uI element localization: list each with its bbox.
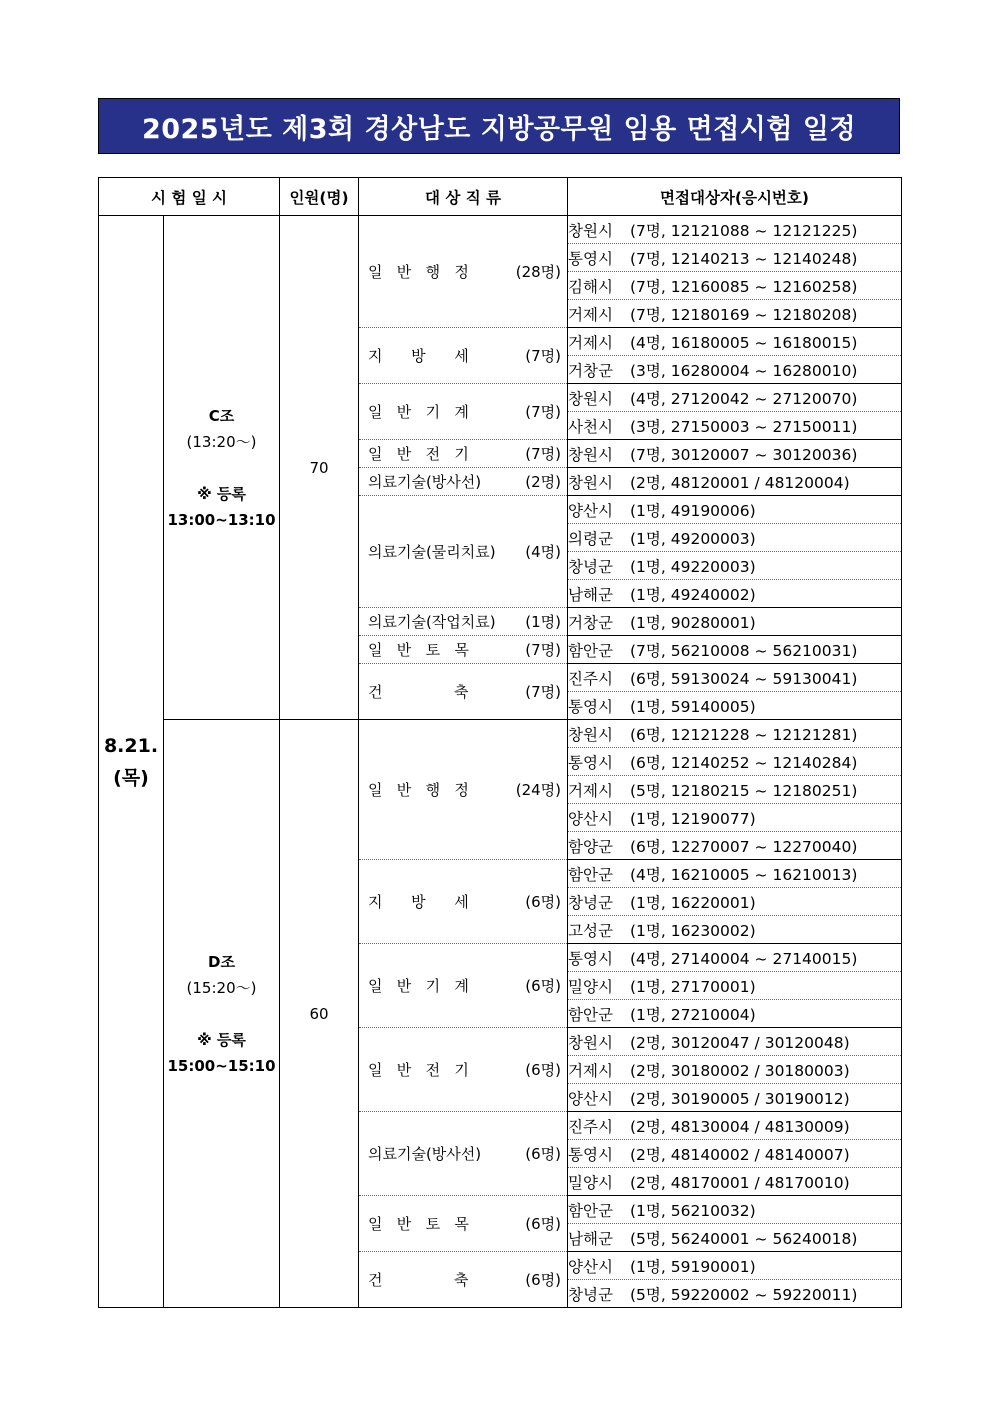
registration-time: 13:00~13:10 (167, 510, 276, 529)
candidate-cell (568, 972, 902, 1000)
job-count: (7명) (525, 403, 561, 421)
job-cell (359, 1252, 568, 1308)
candidate-city: 함양군 (568, 837, 613, 856)
candidate-city: 통영시 (568, 697, 613, 716)
candidate-cell (568, 272, 902, 300)
job-name: 지 방 세 (368, 893, 469, 911)
candidate-range: (1명, 49190006) (630, 501, 756, 520)
candidate-cell (568, 748, 902, 776)
candidate-range: (1명, 49240002) (630, 585, 756, 604)
candidate-city: 밀양시 (568, 977, 613, 996)
job-name: 건 축 (368, 683, 469, 701)
candidate-city: 함안군 (568, 641, 613, 660)
candidate-city: 거창군 (568, 613, 613, 632)
candidate-range: (7명, 12180169 ~ 12180208) (630, 305, 858, 324)
job-cell (359, 328, 568, 384)
candidate-city: 의령군 (568, 529, 613, 548)
candidate-cell (568, 440, 902, 468)
candidate-range: (1명, 90280001) (630, 613, 756, 632)
candidate-city: 남해군 (568, 1229, 613, 1248)
job-count: (6명) (525, 1215, 561, 1233)
job-name: 일 반 행 정 (368, 263, 469, 281)
candidate-range: (2명, 30180002 / 30180003) (630, 1061, 850, 1080)
job-count: (7명) (525, 641, 561, 659)
candidate-cell (568, 1056, 902, 1084)
job-cell (359, 1196, 568, 1252)
table-row (99, 720, 902, 748)
job-cell (359, 860, 568, 944)
registration-time: 15:00~15:10 (167, 1056, 276, 1075)
candidate-range: (6명, 12140252 ~ 12140284) (630, 753, 858, 772)
candidate-cell (568, 860, 902, 888)
registration-label: ※ 등록 (197, 484, 246, 503)
page-title: 2025년도 제3회 경상남도 지방공무원 임용 면접시험 일정 (141, 113, 857, 145)
candidate-cell (568, 1280, 902, 1308)
candidate-range: (1명, 12190077) (630, 809, 756, 828)
candidate-city: 양산시 (568, 501, 613, 520)
candidate-range: (1명, 27170001) (630, 977, 756, 996)
group-count: 60 (280, 720, 359, 1308)
candidate-cell (568, 888, 902, 916)
job-name: 일 반 행 정 (368, 781, 469, 799)
job-count: (4명) (525, 543, 561, 561)
candidate-cell (568, 776, 902, 804)
candidate-city: 거제시 (568, 781, 613, 800)
candidate-range: (7명, 12121088 ~ 12121225) (630, 221, 858, 240)
candidate-city: 통영시 (568, 949, 613, 968)
candidate-city: 창원시 (568, 1033, 613, 1052)
candidate-city: 함안군 (568, 1201, 613, 1220)
candidate-range: (6명, 59130024 ~ 59130041) (630, 669, 858, 688)
group-name: C조 (208, 406, 235, 425)
candidate-range: (2명, 48140002 / 48140007) (630, 1145, 850, 1164)
candidate-range: (7명, 12140213 ~ 12140248) (630, 249, 858, 268)
job-name: 일 반 기 계 (368, 403, 469, 421)
candidate-range: (4명, 16180005 ~ 16180015) (630, 333, 858, 352)
candidate-city: 통영시 (568, 249, 613, 268)
group-time: (15:20～) (186, 978, 257, 997)
candidate-cell (568, 692, 902, 720)
candidate-range: (4명, 16210005 ~ 16210013) (630, 865, 858, 884)
candidate-city: 창녕군 (568, 1285, 613, 1304)
candidate-cell (568, 1028, 902, 1056)
candidate-range: (1명, 16220001) (630, 893, 756, 912)
job-count: (24명) (515, 781, 561, 799)
candidate-range: (2명, 48130004 / 48130009) (630, 1117, 850, 1136)
candidate-city: 사천시 (568, 417, 613, 436)
page-title-banner (98, 98, 900, 154)
candidate-range: (4명, 27120042 ~ 27120070) (630, 389, 858, 408)
job-cell (359, 468, 568, 496)
candidate-range: (2명, 48120001 / 48120004) (630, 473, 850, 492)
group-name: D조 (208, 952, 235, 971)
job-cell (359, 496, 568, 608)
candidate-cell (568, 664, 902, 692)
job-cell (359, 636, 568, 664)
job-count: (2명) (525, 473, 561, 491)
candidate-city: 창원시 (568, 221, 613, 240)
candidate-city: 김해시 (568, 277, 613, 296)
job-count: (7명) (525, 445, 561, 463)
candidate-city: 함안군 (568, 865, 613, 884)
candidate-cell (568, 216, 902, 244)
candidate-range: (1명, 16230002) (630, 921, 756, 940)
candidate-city: 남해군 (568, 585, 613, 604)
candidate-city: 거제시 (568, 1061, 613, 1080)
candidate-city: 양산시 (568, 809, 613, 828)
candidate-range: (1명, 49220003) (630, 557, 756, 576)
candidate-cell (568, 916, 902, 944)
job-name: 일 반 토 목 (368, 641, 469, 659)
job-count: (6명) (525, 977, 561, 995)
candidate-city: 고성군 (568, 921, 613, 940)
candidate-cell (568, 300, 902, 328)
candidate-range: (1명, 59140005) (630, 697, 756, 716)
job-cell (359, 216, 568, 328)
candidate-city: 창원시 (568, 389, 613, 408)
candidate-range: (1명, 56210032) (630, 1201, 756, 1220)
candidate-range: (6명, 12121228 ~ 12121281) (630, 725, 858, 744)
candidate-cell (568, 1224, 902, 1252)
candidate-range: (5명, 56240001 ~ 56240018) (630, 1229, 858, 1248)
job-count: (6명) (525, 1145, 561, 1163)
candidate-cell (568, 356, 902, 384)
exam-date-cell (99, 216, 164, 1308)
candidate-range: (6명, 12270007 ~ 12270040) (630, 837, 858, 856)
job-name: 일 반 토 목 (368, 1215, 469, 1233)
job-cell (359, 1112, 568, 1196)
candidate-cell (568, 1140, 902, 1168)
candidate-cell (568, 608, 902, 636)
job-count: (6명) (525, 1271, 561, 1289)
candidate-range: (2명, 30190005 / 30190012) (630, 1089, 850, 1108)
header-exam-date: 시 험 일 시 (99, 178, 280, 216)
candidate-city: 거창군 (568, 361, 613, 380)
candidate-cell (568, 552, 902, 580)
candidate-cell (568, 1252, 902, 1280)
job-name: 지 방 세 (368, 347, 469, 365)
candidate-range: (7명, 56210008 ~ 56210031) (630, 641, 858, 660)
job-count: (6명) (525, 1061, 561, 1079)
candidate-city: 진주시 (568, 1117, 613, 1136)
header-count: 인원(명) (280, 178, 359, 216)
candidate-cell (568, 328, 902, 356)
job-count: (1명) (525, 613, 561, 631)
job-name: 일 반 전 기 (368, 1061, 469, 1079)
candidate-range: (7명, 30120007 ~ 30120036) (630, 445, 858, 464)
candidate-cell (568, 636, 902, 664)
candidate-city: 창원시 (568, 473, 613, 492)
candidate-range: (2명, 30120047 / 30120048) (630, 1033, 850, 1052)
candidate-cell (568, 944, 902, 972)
job-name: 일 반 기 계 (368, 977, 469, 995)
candidate-range: (5명, 59220002 ~ 59220011) (630, 1285, 858, 1304)
candidate-city: 밀양시 (568, 1173, 613, 1192)
job-cell (359, 440, 568, 468)
job-count: (7명) (525, 683, 561, 701)
candidate-range: (4명, 27140004 ~ 27140015) (630, 949, 858, 968)
group-cell (164, 216, 280, 720)
exam-date-weekday: (목) (113, 766, 149, 789)
candidate-range: (2명, 48170001 / 48170010) (630, 1173, 850, 1192)
candidate-cell (568, 1084, 902, 1112)
candidate-city: 함안군 (568, 1005, 613, 1024)
candidate-city: 창원시 (568, 445, 613, 464)
job-count: (6명) (525, 893, 561, 911)
job-name: 의료기술(방사선) (368, 1145, 482, 1163)
job-name: 의료기술(작업치료) (368, 613, 496, 631)
table-header-row (99, 178, 902, 216)
group-time: (13:20～) (186, 432, 257, 451)
candidate-cell (568, 496, 902, 524)
candidate-city: 통영시 (568, 753, 613, 772)
interview-schedule-table (98, 177, 902, 1308)
candidate-cell (568, 580, 902, 608)
candidate-cell (568, 720, 902, 748)
candidate-range: (7명, 12160085 ~ 12160258) (630, 277, 858, 296)
candidate-range: (1명, 27210004) (630, 1005, 756, 1024)
candidate-cell (568, 1112, 902, 1140)
table-row (99, 216, 902, 244)
registration-label: ※ 등록 (197, 1030, 246, 1049)
candidate-cell (568, 1000, 902, 1028)
candidate-city: 거제시 (568, 305, 613, 324)
candidate-range: (1명, 49200003) (630, 529, 756, 548)
schedule-body (99, 216, 902, 1308)
candidate-city: 거제시 (568, 333, 613, 352)
candidate-city: 양산시 (568, 1257, 613, 1276)
candidate-city: 양산시 (568, 1089, 613, 1108)
job-cell (359, 384, 568, 440)
job-count: (28명) (515, 263, 561, 281)
candidate-city: 창녕군 (568, 893, 613, 912)
job-cell (359, 664, 568, 720)
job-cell (359, 720, 568, 860)
exam-date-day: 8.21. (103, 734, 159, 757)
group-cell (164, 720, 280, 1308)
job-name: 의료기술(방사선) (368, 473, 482, 491)
job-name: 의료기술(물리치료) (368, 543, 496, 561)
job-cell (359, 944, 568, 1028)
job-name: 건 축 (368, 1271, 469, 1289)
candidate-cell (568, 524, 902, 552)
candidate-cell (568, 468, 902, 496)
job-cell (359, 1028, 568, 1112)
candidate-cell (568, 832, 902, 860)
candidate-cell (568, 804, 902, 832)
job-name: 일 반 전 기 (368, 445, 469, 463)
candidate-city: 창원시 (568, 725, 613, 744)
candidate-city: 진주시 (568, 669, 613, 688)
candidate-city: 통영시 (568, 1145, 613, 1164)
candidate-cell (568, 384, 902, 412)
group-count: 70 (280, 216, 359, 720)
candidate-range: (3명, 16280004 ~ 16280010) (630, 361, 858, 380)
candidate-cell (568, 244, 902, 272)
candidate-cell (568, 1196, 902, 1224)
job-cell (359, 608, 568, 636)
header-job: 대 상 직 류 (359, 178, 568, 216)
header-candidates: 면접대상자(응시번호) (568, 178, 902, 216)
candidate-range: (1명, 59190001) (630, 1257, 756, 1276)
candidate-cell (568, 1168, 902, 1196)
candidate-cell (568, 412, 902, 440)
candidate-range: (3명, 27150003 ~ 27150011) (630, 417, 858, 436)
candidate-range: (5명, 12180215 ~ 12180251) (630, 781, 858, 800)
job-count: (7명) (525, 347, 561, 365)
candidate-city: 창녕군 (568, 557, 613, 576)
